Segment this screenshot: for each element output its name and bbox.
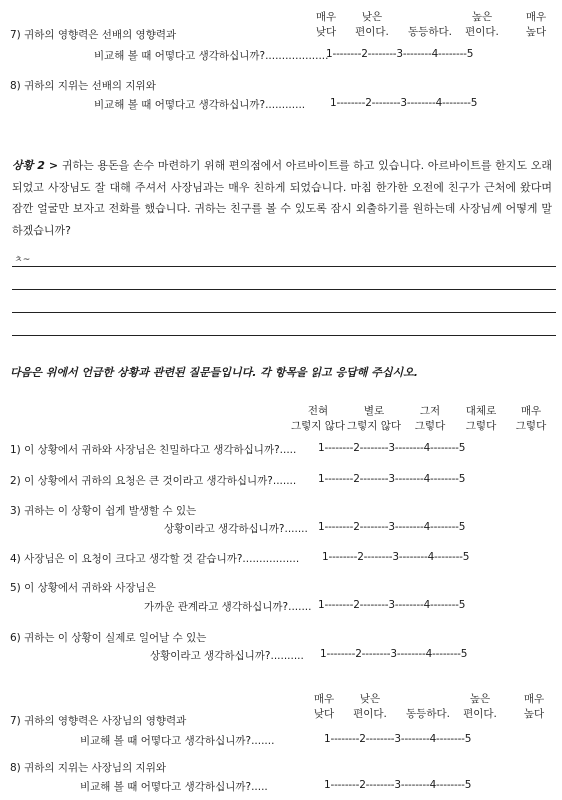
top-header-1: 매우 낮다 (315, 11, 337, 38)
situation-2-paragraph (12, 155, 552, 241)
top-header-4: 높은 편이다. (465, 11, 499, 38)
bottom-header-5: 매우 높다 (523, 693, 545, 720)
top-q7-scale[interactable]: 1--------2--------3--------4--------5 (326, 48, 474, 60)
top-header-2: 낮은 편이다. (355, 11, 389, 38)
answer-line-4[interactable] (12, 335, 556, 336)
question-4-scale[interactable]: 1--------2--------3--------4--------5 (322, 551, 470, 563)
situation-2-label: 상황 2 > (12, 159, 59, 172)
question-6-line1: 6) 귀하는 이 상황이 실제로 일어날 수 있는 (10, 632, 207, 644)
question-6-line2: 상황이라고 생각하십니까?.......... (150, 650, 304, 662)
answer-line-2[interactable] (12, 289, 556, 290)
question-1-text: 1) 이 상황에서 귀하와 사장님은 친밀하다고 생각하십니까?..... (10, 444, 297, 456)
question-5-line1: 5) 이 상황에서 귀하와 사장님은 (10, 582, 156, 594)
question-6-scale[interactable]: 1--------2--------3--------4--------5 (320, 648, 468, 660)
question-2-scale[interactable]: 1--------2--------3--------4--------5 (318, 473, 466, 485)
situation-2-text: 귀하는 용돈을 손수 마련하기 위해 편의점에서 아르바이트를 하고 있습니다. 아르바이트를 한지도 오래되었고 사장님도 잘 대해 주셔서 사장님과는 매우 친하게 되었습니다. 마침 한가한 오전에 친구가 근처에 왔다며 잠깐 얼굴만 보자고 전화를 했습니다. 귀하는 친구를 볼 수 있도록 잠시 외출하기를 원하는데 사장님께 어떻게 말하겠습니까? (12, 159, 552, 237)
top-header-3: 동등하다. (408, 26, 452, 38)
bottom-header-3: 동등하다. (406, 708, 450, 720)
agree-header-1: 전혀 그렇지 않다 (290, 405, 346, 432)
top-header-5: 매우 높다 (525, 11, 547, 38)
bottom-q7-line1: 7) 귀하의 영향력은 사장님의 영향력과 (10, 715, 187, 727)
agree-header-2: 별로 그렇지 않다 (346, 405, 402, 432)
top-q8-line2: 비교해 볼 때 어떻다고 생각하십니까?............ (94, 99, 306, 111)
question-3-line1: 3) 귀하는 이 상황이 쉽게 발생할 수 있는 (10, 505, 197, 517)
question-5-scale[interactable]: 1--------2--------3--------4--------5 (318, 599, 466, 611)
question-2-text: 2) 이 상황에서 귀하의 요청은 큰 것이라고 생각하십니까?....... (10, 475, 297, 487)
bottom-q8-scale[interactable]: 1--------2--------3--------4--------5 (324, 779, 472, 791)
agree-header-3: 그저 그렇다 (414, 405, 446, 432)
bottom-q7-line2: 비교해 볼 때 어떻다고 생각하십니까?....... (80, 735, 275, 747)
answer-line-1[interactable] (12, 266, 556, 267)
instructions: 다음은 위에서 언급한 상황과 관련된 질문들입니다. 각 항목을 읽고 응답해 주십시오. (10, 366, 418, 379)
bottom-q8-line1: 8) 귀하의 지위는 사장님의 지위와 (10, 762, 166, 774)
bottom-header-4: 높은 편이다. (463, 693, 497, 720)
question-4-text: 4) 사장님은 이 요청이 크다고 생각할 것 같습니까?................. (10, 553, 300, 565)
pen-mark: ㅊ~ (14, 255, 31, 265)
top-q8-line1: 8) 귀하의 지위는 선배의 지위와 (10, 80, 156, 92)
question-1-scale[interactable]: 1--------2--------3--------4--------5 (318, 442, 466, 454)
bottom-q8-line2: 비교해 볼 때 어떻다고 생각하십니까?..... (80, 781, 268, 793)
bottom-header-2: 낮은 편이다. (353, 693, 387, 720)
agree-header-4: 대체로 그렇다 (465, 405, 497, 432)
bottom-header-1: 매우 낮다 (313, 693, 335, 720)
top-q7-line2: 비교해 볼 때 어떻다고 생각하십니까?................... (94, 50, 329, 62)
answer-line-3[interactable] (12, 312, 556, 313)
top-q7-line1: 7) 귀하의 영향력은 선배의 영향력과 (10, 29, 177, 41)
question-5-line2: 가까운 관계라고 생각하십니까?....... (144, 601, 312, 613)
question-3-scale[interactable]: 1--------2--------3--------4--------5 (318, 521, 466, 533)
bottom-q7-scale[interactable]: 1--------2--------3--------4--------5 (324, 733, 472, 745)
top-q8-scale[interactable]: 1--------2--------3--------4--------5 (330, 97, 478, 109)
question-3-line2: 상황이라고 생각하십니까?....... (164, 523, 308, 535)
agree-header-5: 매우 그렇다 (515, 405, 547, 432)
